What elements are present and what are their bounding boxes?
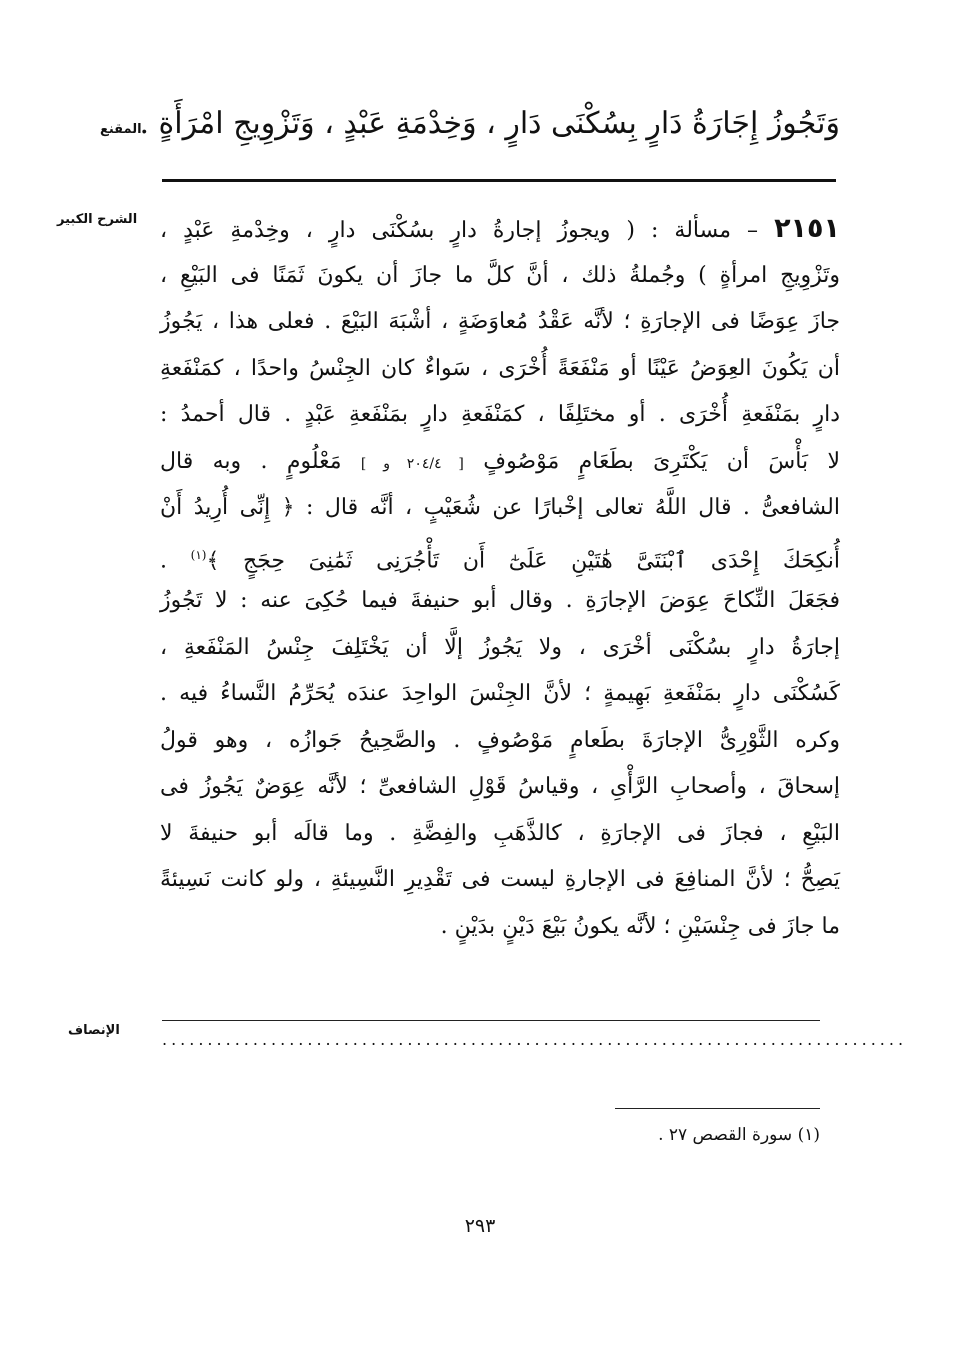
label-insaf: الإنصاف (68, 1023, 120, 1038)
sharh-line: يَصِحُّ ؛ لأنَّ المنافِعَ فى الإجارةِ ليست فى تَقْدِيرِ النَّسِيئةِ ، ولو كانت نَسِيئةً (160, 867, 840, 892)
issue-number: ٢١٥١ (774, 213, 840, 244)
sharh-line: إجارَةُ دارٍ بسُكْنَى أخْرَى ، ولا يَجُوزُ إلَّا أن يَخْتَلِفَ جِنْسُ المَنْفَعةِ ، (160, 634, 840, 660)
sharh-line (160, 439, 840, 486)
sharh-first-line: – مسألة : ( ويجوزُ إجارةُ دارٍ بسُكْنَى دارٍ ، وخِدْمةِ عَبْدٍ ، (160, 218, 759, 243)
sharh-line: وتَزْوِيجِ امرأةٍ ) وجُملةُ ذلك ، أنَّ كلَّ ما جازَ أن يكونَ ثَمَنًا فى البَيْعِ ، (160, 262, 840, 288)
line6-end: مَعْلُومٍ . وبه قال (160, 448, 342, 474)
sharh-line: دارٍ بمَنْفَعةِ أُخْرَى . أو مختَلِفًا ، كمَنْفَعةِ دارٍ بمَنْفَعةِ عَبْدٍ . قال أحمدُ : (160, 402, 840, 427)
sharh-line: إسحاقَ ، وأصحابِ الرَّأْىِ ، وقياسُ قَوْلِ الشافعىِّ ؛ لأنَّه عِوَضٌ يَجُوزُ فى (160, 774, 840, 799)
sharh-body (160, 206, 840, 950)
insaf-divider (162, 1020, 820, 1021)
sharh-line: فجَعَلَ النِّكاحَ عِوَضَ الإجارَةِ . وقال أبو حنيفةَ فيما حُكِىَ عنه : لا تَجُوزُ (160, 588, 840, 613)
matn-divider (162, 179, 836, 182)
sharh-line: وكره الثَّوْرِىُّ الإجارَةَ بطَعامٍ مَوْصُوفٍ . والصَّحِيحُ جَوازُه ، وهو قولُ (160, 727, 840, 753)
footnote-divider (615, 1108, 820, 1109)
matn-text: وَتَجُوزُ إِجَارَةُ دَارٍ بِسُكْنَى دَارٍ ، وَخِدْمَةِ عَبْدٍ ، وَتَزْوِيجِ امْرَأَةٍ . (139, 106, 840, 141)
volume-reference: [ ٢٠٤/٤ و ] (360, 455, 464, 472)
page-number: ٢٩٣ (464, 1215, 496, 1237)
sharh-line: أن يَكُونَ العِوَضُ عَيْنًا أو مَنْفَعَةً أُخْرَى ، سَواءٌ كان الجِنْسُ واحدًا ، كمَنْفَعةِ (160, 355, 840, 381)
insaf-dotted-line: .................................................................................. (162, 1030, 908, 1049)
sharh-line: كَسُكْنَى دارٍ بمَنْفَعةِ بَهِيمةٍ ؛ لأنَّ الجِنْسَ الواحِدَ عندَه يُحَرِّمُ النَّساءُ فيه . (160, 681, 840, 706)
quran-quote: أُنكِحَكَ إِحْدَى ٱبْنَتَىَّ هَٰتَيْنِ عَلَىٰٓ أَن تَأْجُرَنِى ثَمَٰنِىَ حِجَجٍ ﴾ (206, 547, 840, 573)
sharh-line (160, 532, 840, 579)
label-muqni: المقنع (100, 122, 142, 137)
line8-end: . (160, 547, 167, 573)
sharh-line (160, 206, 840, 253)
sharh-line: جازَ عِوَضًا فى الإجارَةِ ؛ لأنَّه عَقْدُ مُعاوَضَةٍ ، أشْبَهَ البَيْعَ . فعلى هذا ، يَجُوزُ (160, 309, 840, 334)
label-sharh: الشرح الكبير (57, 212, 138, 227)
sharh-line: ما جازَ فى جِنْسَيْنِ ؛ لأنَّه يكونُ بَيْعَ دَيْنٍ بدَيْنٍ . (440, 913, 840, 939)
sharh-line: الشافعىُّ . قال اللَّهُ تعالى إخْبارًا عن شُعَيْبٍ ، أنَّه قال : ﴿ إِنِّى أُرِيدُ أَنْ (160, 495, 840, 520)
sharh-line: البَيْعِ ، فجازَ فى الإجارَةِ ، كالذَّهَبِ والفِضَّةِ . وما قالَه أبو حنيفةَ لا (160, 820, 840, 846)
footnote: (١) سورة القصص ٢٧ . (658, 1125, 820, 1145)
line6-start: لا بَأْسَ أن يَكْتَرِىَ بطَعَامٍ مَوْصُوفٍ (483, 448, 840, 474)
footnote-marker: (١) (190, 547, 207, 562)
